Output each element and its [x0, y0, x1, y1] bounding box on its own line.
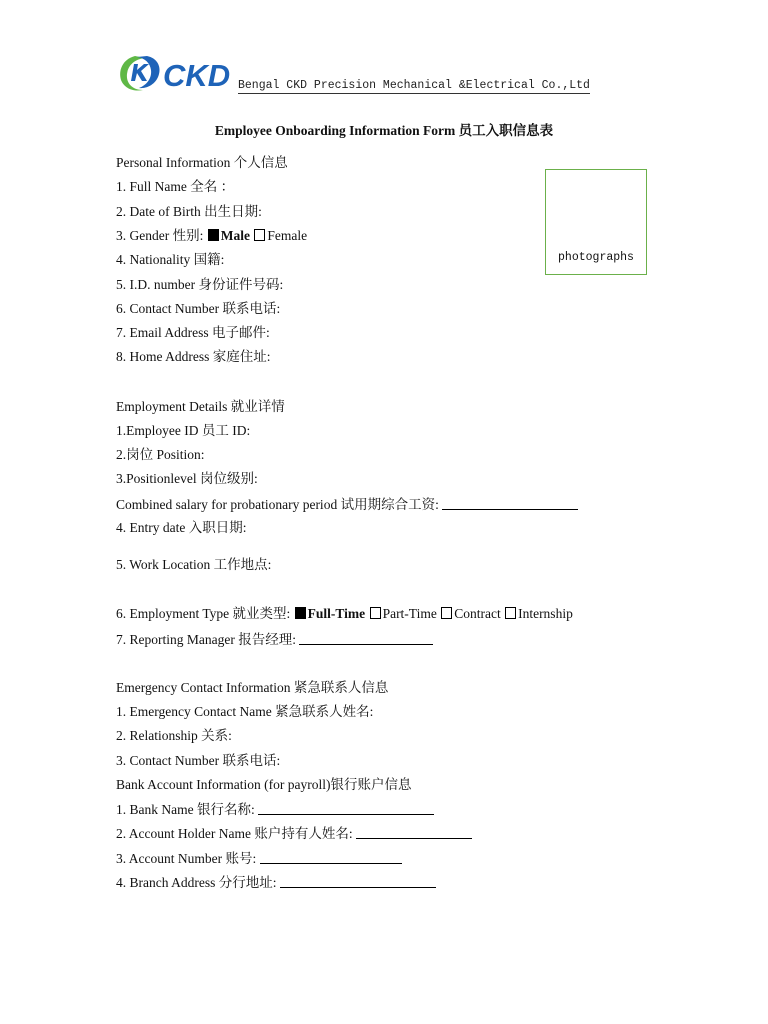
branch-address-blank[interactable]: [280, 874, 436, 888]
salary-label: Combined salary for probationary period 试用期综合工资:: [116, 497, 439, 512]
emergency-name-field: 1. Emergency Contact Name 紧急联系人姓名:: [116, 704, 374, 719]
emergency-heading: Emergency Contact Information 紧急联系人信息: [116, 680, 389, 695]
bank-name-blank[interactable]: [258, 801, 434, 815]
employee-id-field: 1.Employee ID 员工 ID:: [116, 423, 251, 438]
account-holder-field: [116, 825, 472, 842]
fulltime-checkbox-checked[interactable]: [295, 607, 306, 619]
dob-field: 2. Date of Birth 出生日期:: [116, 204, 262, 219]
personal-heading: Personal Information 个人信息: [116, 155, 288, 170]
bank-name-field: [116, 801, 434, 818]
relationship-field: 2. Relationship 关系:: [116, 728, 232, 743]
branch-address-field: [116, 874, 436, 891]
logo-k-mark: [131, 64, 149, 81]
home-address-field: 8. Home Address 家庭住址:: [116, 349, 271, 364]
contract-checkbox[interactable]: [441, 607, 452, 619]
contract-label: Contract: [454, 606, 501, 621]
id-number-field: 5. I.D. number 身份证件号码:: [116, 277, 284, 292]
full-name-field: 1. Full Name 全名 ：: [116, 179, 235, 194]
female-checkbox[interactable]: [254, 229, 265, 241]
logo-wordmark: CKD: [163, 58, 231, 93]
work-location-field: 5. Work Location 工作地点:: [116, 557, 272, 572]
parttime-label: Part-Time: [382, 606, 437, 621]
employment-heading: Employment Details 就业详情: [116, 399, 285, 414]
account-holder-label: 2. Account Holder Name 账户持有人姓名:: [116, 826, 353, 841]
branch-address-label: 4. Branch Address 分行地址:: [116, 875, 277, 890]
account-number-blank[interactable]: [260, 850, 402, 864]
company-name: Bengal CKD Precision Mechanical &Electrical Co.,Ltd: [238, 79, 590, 92]
male-checkbox-checked[interactable]: [208, 229, 219, 241]
salary-field: [116, 496, 578, 513]
account-number-field: [116, 850, 402, 867]
employment-type-label: 6. Employment Type 就业类型:: [116, 606, 291, 621]
gender-male-label: Male: [220, 228, 250, 243]
gender-label: 3. Gender 性别:: [116, 228, 204, 243]
email-field: 7. Email Address 电子邮件:: [116, 325, 270, 340]
photo-box[interactable]: [545, 169, 647, 275]
internship-checkbox[interactable]: [505, 607, 516, 619]
employment-type-field: [116, 606, 573, 622]
form-title: Employee Onboarding Information Form 员工入职信息表: [214, 123, 554, 138]
salary-blank[interactable]: [442, 496, 578, 510]
reporting-manager-field: [116, 631, 433, 648]
position-field: 2.岗位 Position:: [116, 447, 205, 462]
bank-name-label: 1. Bank Name 银行名称:: [116, 802, 255, 817]
entry-date-field: 4. Entry date 入职日期:: [116, 520, 247, 535]
company-logo: [117, 50, 239, 94]
account-holder-blank[interactable]: [356, 825, 472, 839]
position-level-field: 3.Positionlevel 岗位级别:: [116, 471, 258, 486]
gender-female-label: Female: [267, 228, 308, 243]
fulltime-label: Full-Time: [307, 606, 366, 621]
contact-number-field: 6. Contact Number 联系电话:: [116, 301, 281, 316]
internship-label: Internship: [518, 606, 573, 621]
photo-label: photographs: [558, 251, 634, 264]
bank-heading: Bank Account Information (for payroll)银行账户信息: [116, 777, 412, 792]
reporting-manager-label: 7. Reporting Manager 报告经理:: [116, 632, 296, 647]
parttime-checkbox[interactable]: [370, 607, 381, 619]
gender-field: [116, 228, 307, 244]
reporting-manager-blank[interactable]: [299, 631, 433, 645]
nationality-field: 4. Nationality 国籍:: [116, 252, 225, 267]
account-number-label: 3. Account Number 账号:: [116, 851, 257, 866]
emergency-contact-field: 3. Contact Number 联系电话:: [116, 753, 281, 768]
